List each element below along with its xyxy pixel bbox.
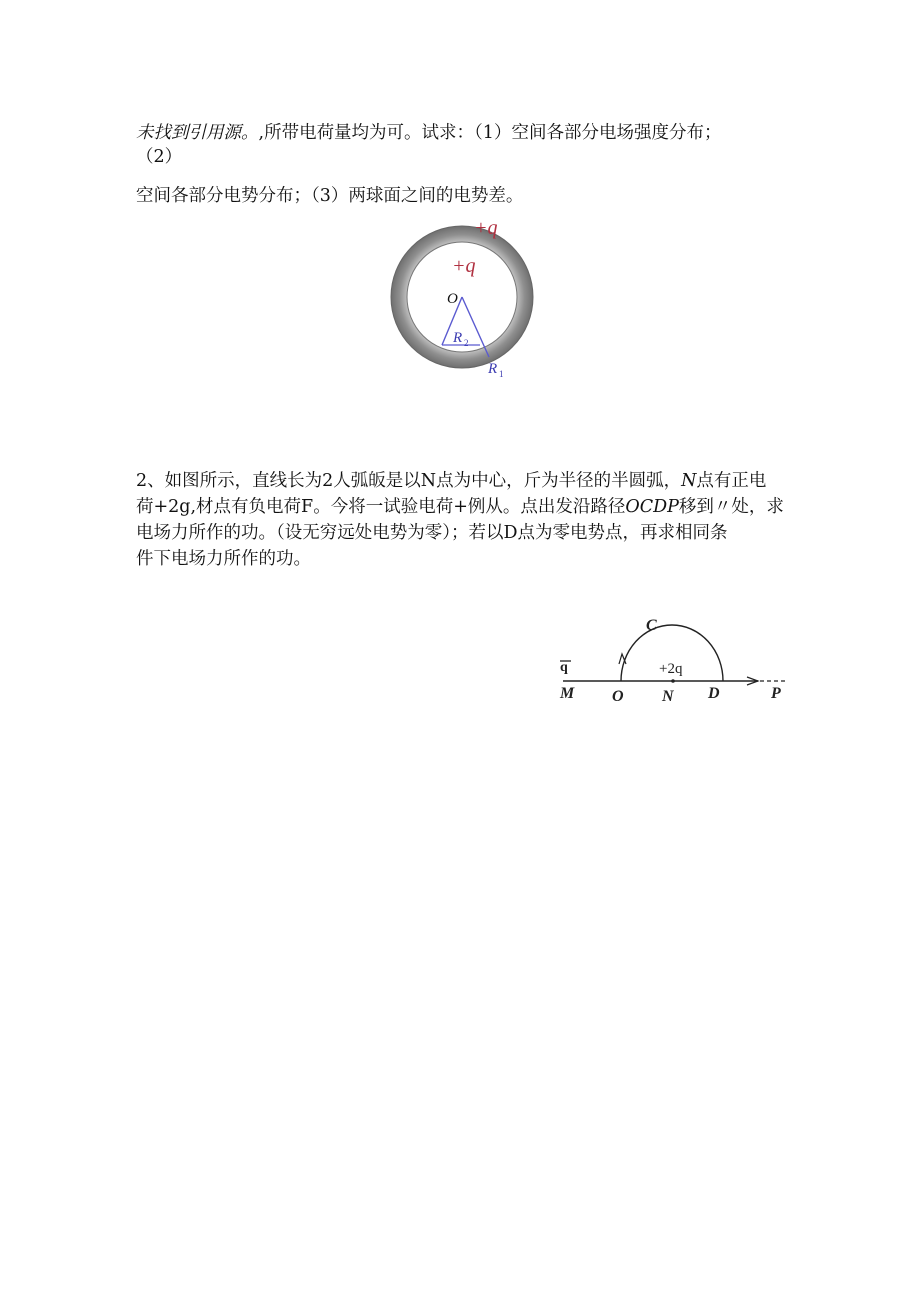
label-c: C [646, 617, 657, 634]
pos-charge-label: +2q [659, 661, 683, 677]
label-m: M [560, 685, 575, 702]
problem1-line2: （2） [136, 147, 183, 167]
inner-charge-label: +q [452, 255, 476, 277]
figure-semicircle-path [550, 605, 800, 715]
problem1-line1-text: ,所带电荷量均为可。试求：（1）空间各部分电场强度分布； [258, 123, 722, 143]
r1-subscript: 1 [499, 369, 504, 379]
problem2-line1-tail: 点有正电 [696, 471, 767, 491]
figure-spherical-shells [380, 210, 560, 390]
problem2-path: OCDP [625, 497, 679, 517]
outer-charge-label: +q [474, 217, 498, 239]
problem2-line1-text: 2、如图所示，直线长为2人弧皈是以N点为中心，斤为半径的半圆弧， [136, 471, 682, 491]
problem1-line1 [136, 122, 721, 144]
problem2-line3: 电场力所作的功。（设无穷远处电势为零）；若以D点为零电势点，再求相同条 [136, 523, 728, 543]
r1-label: R [488, 361, 498, 377]
label-p: P [771, 685, 781, 702]
problem2-line2-text: 荷+2g,材点有负电荷F。今将一试验电荷+例从。点出发沿路径 [136, 497, 626, 517]
problem2-line2 [136, 496, 784, 518]
problem1-line3: 空间各部分电势分布；（3）两球面之间的电势差。 [136, 186, 524, 206]
problem2-point-n: N [681, 471, 697, 491]
label-o: O [612, 688, 624, 705]
label-d: D [708, 685, 720, 702]
center-label: O [447, 291, 458, 307]
problem2-line1 [136, 470, 766, 492]
point-n-dot [671, 679, 675, 683]
neg-charge-label: q [560, 660, 568, 675]
r2-label: R [453, 330, 463, 346]
r2-subscript: 2 [464, 338, 469, 348]
problem2-line4: 件下电场力所作的功。 [136, 549, 311, 569]
problem2-line2-tail: 移到〃处，求 [678, 497, 784, 517]
label-n: N [662, 688, 674, 705]
error-reference-text: 未找到引用源。 [136, 123, 259, 143]
